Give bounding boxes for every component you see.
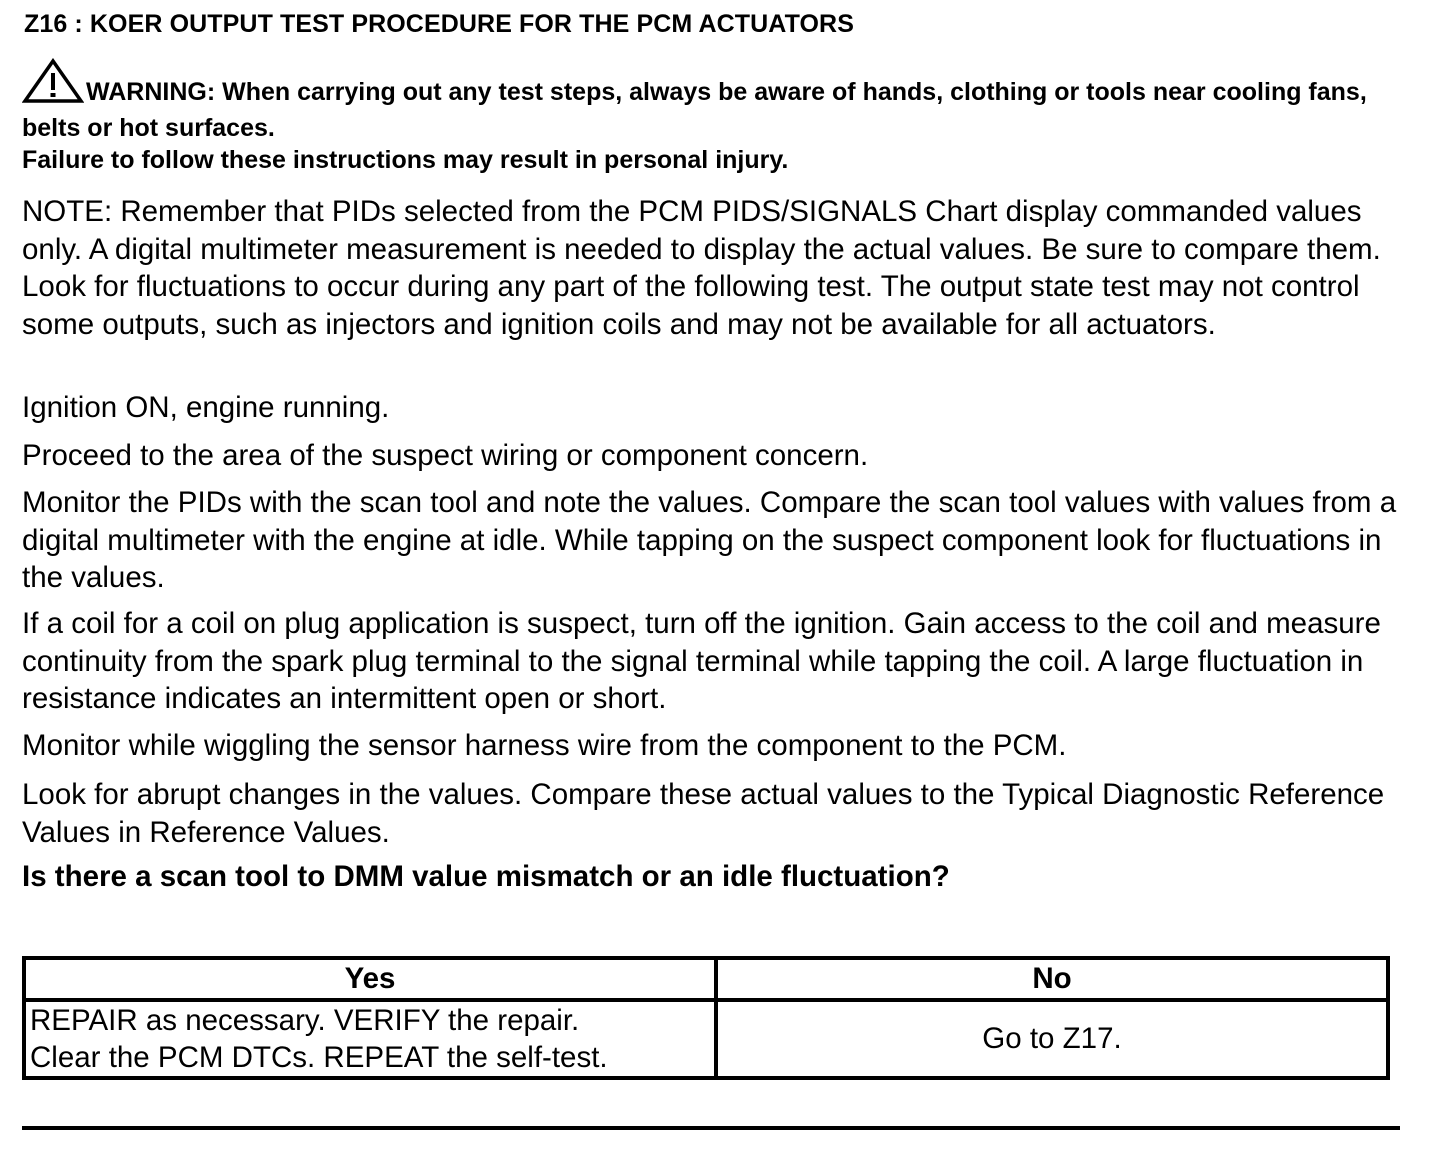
warning-consequence: Failure to follow these instructions may result in personal injury. [22,146,789,174]
no-cell: Go to Z17. [716,1000,1388,1078]
step-coil-check: If a coil for a coil on plug application is suspect, turn off the ignition. Gain access to the coil and measure continuity from the spark plug terminal to the signal terminal while tapping the coil. A large fluctuation in resistance indicates an intermittent open or short. [22,607,1381,715]
yes-cell [24,1000,716,1078]
warning-label: WARNING [86,78,207,106]
step-proceed-area: Proceed to the area of the suspect wiring or component concern. [22,439,869,472]
yes-line: REPAIR as necessary. VERIFY the repair. [30,1004,580,1037]
page-title: Z16 : KOER OUTPUT TEST PROCEDURE FOR THE PCM ACTUATORS [24,10,854,38]
step-ignition-on: Ignition ON, engine running. [22,391,390,424]
yes-header: Yes [24,958,716,1000]
table-row [24,1000,1388,1078]
warning-triangle-icon [22,58,84,112]
warning-text: : When carrying out any test steps, always be aware of hands, clothing or tools near cooling fans, belts or hot surfaces. [22,78,1367,142]
step-wiggle-harness: Monitor while wiggling the sensor harness wire from the component to the PCM. [22,729,1067,762]
no-header: No [716,958,1388,1000]
yes-line: Clear the PCM DTCs. REPEAT the self-test. [30,1041,608,1074]
table-header-row [24,958,1388,1000]
warning-block [22,58,1412,176]
note-paragraph: NOTE: Remember that PIDs selected from the PCM PIDS/SIGNALS Chart display commanded values only. A digital multimeter measurement is needed to display the actual values. Be sure to compare them. Look for fluctuations to occur during any part of the following test. The output state test may not control some outputs, such as injectors and ignition coils and may not be available for all actuators. [22,195,1381,341]
bottom-divider [22,1126,1400,1130]
step-monitor-pids: Monitor the PIDs with the scan tool and note the values. Compare the scan tool values with values from a digital multimeter with the engine at idle. While tapping on the suspect component look for fluctuations in the values. [22,486,1397,594]
step-abrupt-changes: Look for abrupt changes in the values. Compare these actual values to the Typical Diagnostic Reference Values in Reference Values. [22,778,1385,849]
decision-question: Is there a scan tool to DMM value mismatch or an idle fluctuation? [22,860,950,893]
yes-no-table [22,956,1390,1080]
